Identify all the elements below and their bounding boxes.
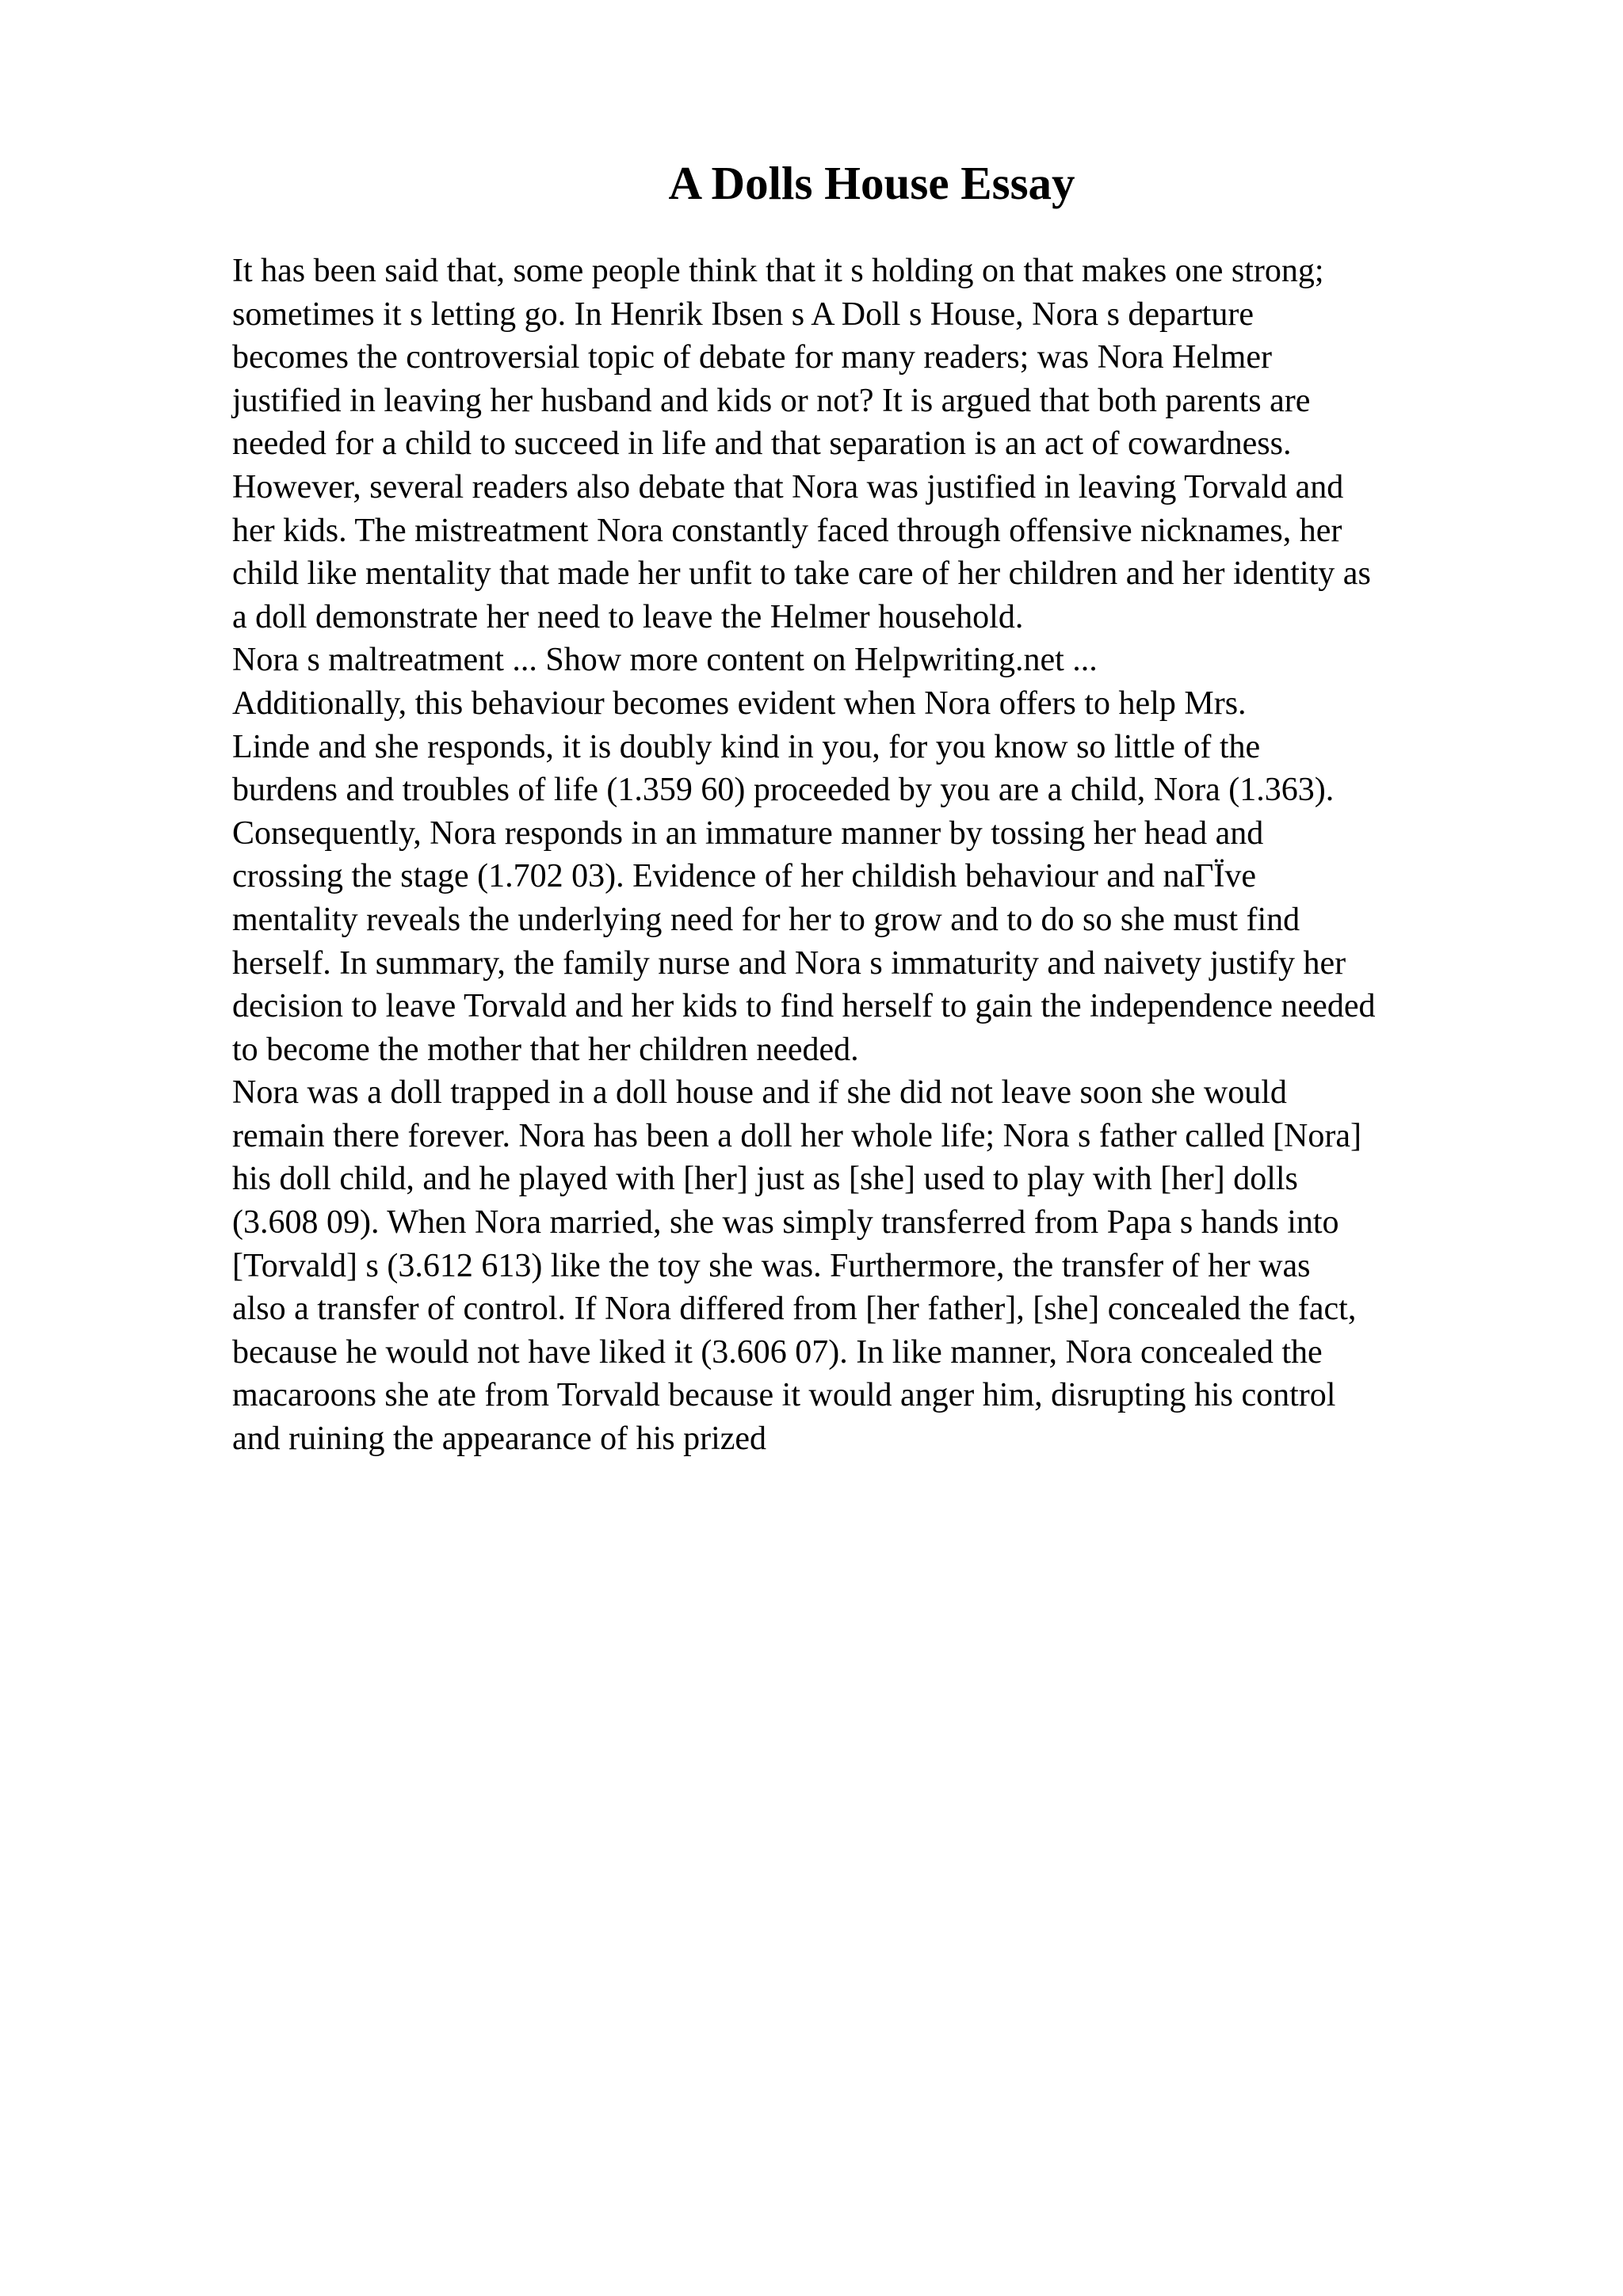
essay-line: [Torvald] s (3.612 613) like the toy she was. Furthermore, the transfer of her was bbox=[232, 1247, 1311, 1284]
essay-line: remain there forever. Nora has been a doll her whole life; Nora s father called [Nora] bbox=[232, 1117, 1362, 1154]
essay-line: his doll child, and he played with [her] just as [she] used to play with [her] dolls bbox=[232, 1161, 1298, 1198]
essay-line: and ruining the appearance of his prized bbox=[232, 1421, 767, 1458]
essay-line: Additionally, this behaviour becomes evident when Nora offers to help Mrs. bbox=[232, 685, 1247, 722]
essay-line: justified in leaving her husband and kids or not? It is argued that both parents are bbox=[232, 382, 1311, 419]
essay-line: herself. In summary, the family nurse and Nora s immaturity and naivety justify her bbox=[232, 944, 1346, 982]
document-title: A Dolls House Essay bbox=[668, 157, 1075, 209]
essay-line: Nora was a doll trapped in a doll house and if she did not leave soon she would bbox=[232, 1074, 1287, 1112]
essay-line: to become the mother that her children needed. bbox=[232, 1031, 859, 1068]
essay-line: burdens and troubles of life (1.359 60) proceeded by you are a child, Nora (1.363). bbox=[232, 772, 1335, 809]
essay-line: becomes the controversial topic of debate for many readers; was Nora Helmer bbox=[232, 339, 1272, 376]
essay-line: her kids. The mistreatment Nora constantly faced through offensive nicknames, her bbox=[232, 512, 1342, 549]
essay-line: child like mentality that made her unfit to take care of her children and her identity as bbox=[232, 555, 1371, 593]
essay-line: Linde and she responds, it is doubly kind in you, for you know so little of the bbox=[232, 728, 1261, 765]
essay-line: macaroons she ate from Torvald because it would anger him, disrupting his control bbox=[232, 1377, 1336, 1414]
essay-line: crossing the stage (1.702 03). Evidence of her childish behaviour and naΓЇve bbox=[232, 858, 1257, 895]
essay-line: needed for a child to succeed in life and that separation is an act of cowardness. bbox=[232, 425, 1292, 463]
essay-body bbox=[232, 250, 1516, 1461]
essay-line: also a transfer of control. If Nora differed from [her father], [she] concealed the fact, bbox=[232, 1291, 1357, 1328]
essay-line: Nora s maltreatment ... Show more content on Helpwriting.net ... bbox=[232, 642, 1098, 679]
essay-line: mentality reveals the underlying need for her to grow and to do so she must find bbox=[232, 901, 1300, 938]
essay-line: sometimes it s letting go. In Henrik Ibsen s A Doll s House, Nora s departure bbox=[232, 296, 1254, 333]
essay-line: However, several readers also debate that Nora was justified in leaving Torvald and bbox=[232, 468, 1344, 505]
essay-line: Consequently, Nora responds in an immature manner by tossing her head and bbox=[232, 814, 1264, 852]
essay-line: It has been said that, some people think that it s holding on that makes one strong; bbox=[232, 253, 1324, 289]
essay-line: decision to leave Torvald and her kids to find herself to gain the independence needed bbox=[232, 988, 1376, 1025]
essay-line: (3.608 09). When Nora married, she was simply transferred from Papa s hands into bbox=[232, 1204, 1339, 1241]
essay-line: because he would not have liked it (3.606 07). In like manner, Nora concealed the bbox=[232, 1333, 1323, 1371]
essay-line: a doll demonstrate her need to leave the Helmer household. bbox=[232, 598, 1024, 635]
